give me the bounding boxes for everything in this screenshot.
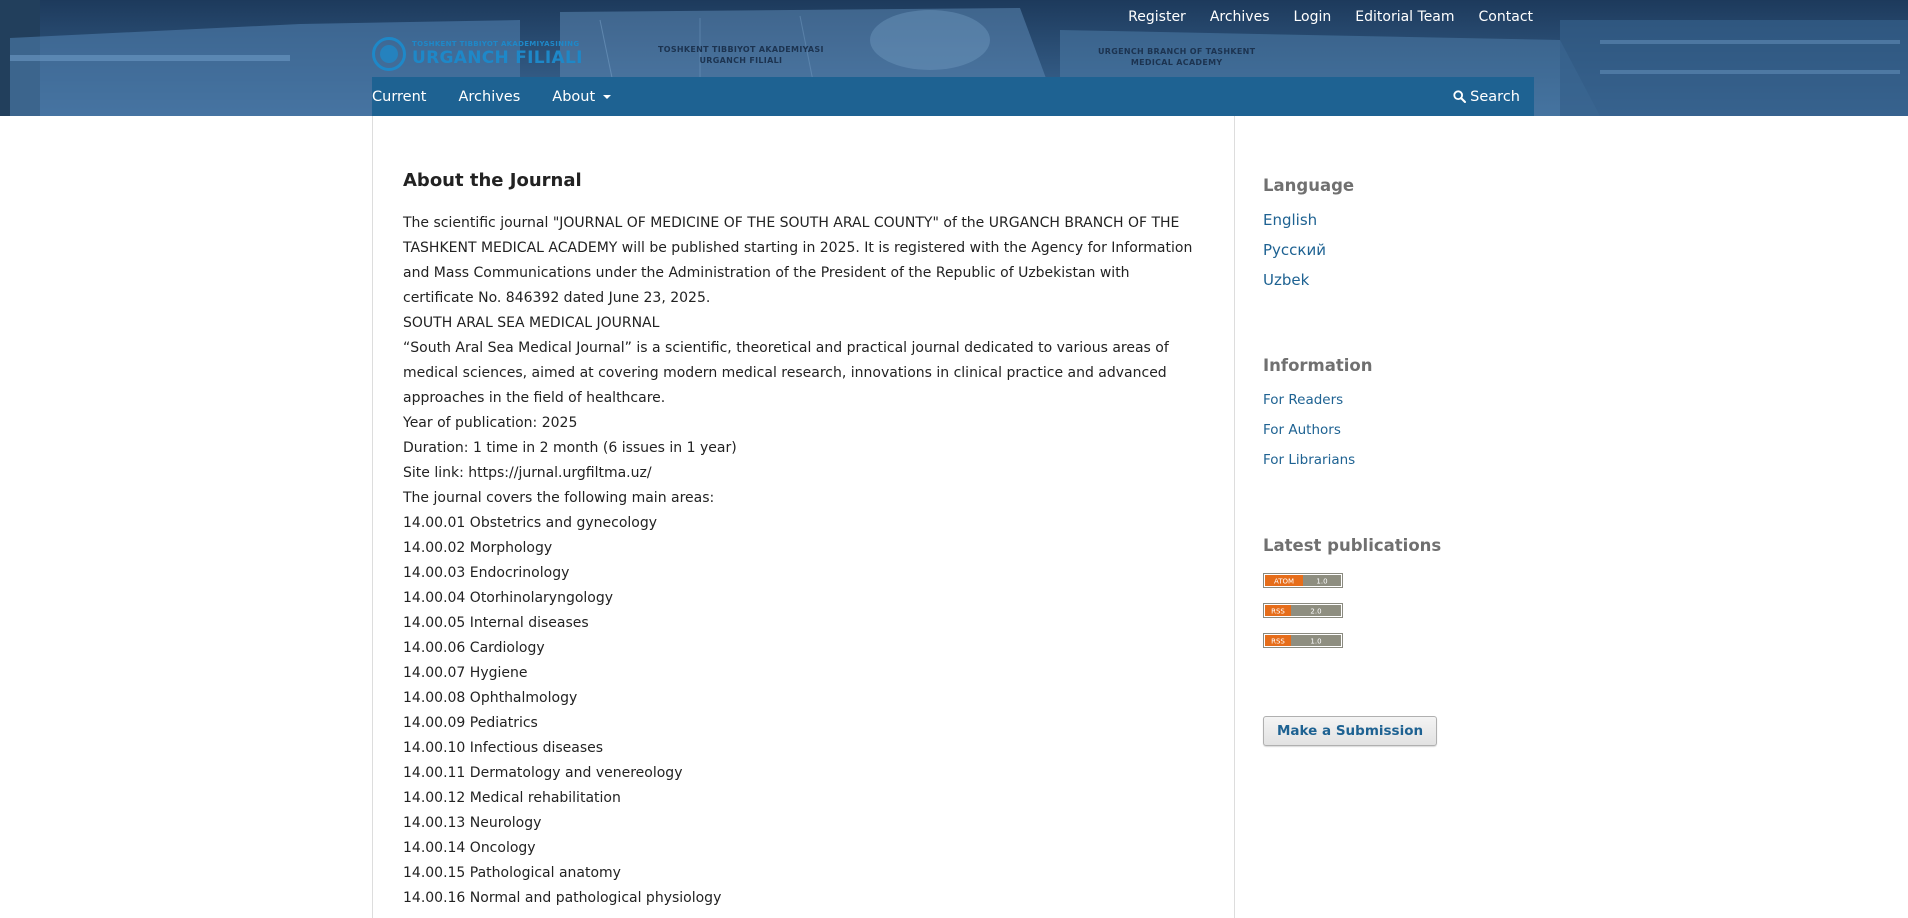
language-english-link[interactable]: English: [1263, 211, 1318, 229]
area-item: 14.00.11 Dermatology and venereology: [403, 765, 683, 781]
feed-type: ATOM: [1273, 577, 1295, 586]
building-sign-line: URGENCH BRANCH OF TASHKENT: [1098, 47, 1256, 56]
building-sign-uz: [658, 44, 824, 66]
area-item: 14.00.08 Ophthalmology: [403, 690, 578, 706]
archives-top-link[interactable]: Archives: [1209, 9, 1270, 25]
primary-navigation: [372, 77, 1534, 116]
user-navigation: [1104, 9, 1533, 25]
nav-archives-label: Archives: [458, 88, 521, 105]
atom-feed-badge-icon: [1263, 573, 1343, 588]
rss2-feed-badge-icon: [1263, 603, 1343, 618]
logo-title: URGANCH FILIALI: [412, 48, 583, 68]
area-item: 14.00.10 Infectious diseases: [403, 740, 604, 756]
intro-paragraph: The scientific journal "JOURNAL OF MEDICINE OF THE SOUTH ARAL COUNTY" of the URGANCH BRANCH OF THE TASHKENT MEDICAL ACADEMY will be published starting in 2025. It is registered with the Agency for Information and Mass Communications under the Administration of the President of the Republic of Uzbekistan with certificate No. 846392 dated June 23, 2025.: [403, 215, 1193, 306]
area-item: 14.00.02 Morphology: [403, 540, 553, 556]
nav-about-dropdown[interactable]: [552, 89, 611, 105]
search-icon: [1453, 90, 1466, 103]
area-item: 14.00.16 Normal and pathological physiology: [403, 890, 722, 906]
academy-emblem-icon: [372, 37, 406, 71]
area-item: 14.00.03 Endocrinology: [403, 565, 570, 581]
nav-current-label: Current: [372, 88, 427, 105]
area-item: 14.00.01 Obstetrics and gynecology: [403, 515, 658, 531]
feed-version: 1.0: [1316, 577, 1328, 586]
building-sign-line: TOSHKENT TIBBIYOT AKADEMIYASI: [658, 45, 824, 54]
journal-name: SOUTH ARAL SEA MEDICAL JOURNAL: [403, 315, 660, 331]
nav-archives[interactable]: [458, 89, 520, 105]
rss2-feed-link[interactable]: [1263, 603, 1441, 618]
area-item: 14.00.04 Otorhinolaryngology: [403, 590, 614, 606]
nav-current[interactable]: [372, 89, 426, 105]
login-link[interactable]: Login: [1293, 9, 1332, 25]
make-submission-button[interactable]: Make a Submission: [1263, 716, 1437, 746]
feed-version: 1.0: [1310, 637, 1322, 646]
for-authors-link[interactable]: For Authors: [1263, 422, 1341, 438]
area-item: 14.00.06 Cardiology: [403, 640, 545, 656]
page-title: About the Journal: [403, 170, 582, 191]
information-block: [1263, 356, 1373, 475]
main-content: [373, 116, 1235, 918]
description-paragraph: “South Aral Sea Medical Journal” is a scientific, theoretical and practical journal dedicated to various areas of medical sciences, aimed at covering modern medical research, innovations in clinical practice and advanced approaches in the field of healthcare.: [403, 340, 1169, 406]
logo-subtitle: TOSHKENT TIBBIYOT AKADEMIYASINING: [412, 40, 580, 48]
latest-publications-block: [1263, 536, 1441, 663]
building-sign-line: URGANCH FILIALI: [699, 56, 783, 65]
register-link[interactable]: Register: [1128, 9, 1186, 25]
atom-feed-link[interactable]: [1263, 573, 1441, 588]
publication-year: Year of publication: 2025: [403, 415, 578, 431]
area-item: 14.00.15 Pathological anatomy: [403, 865, 621, 881]
area-item: 14.00.13 Neurology: [403, 815, 542, 831]
for-readers-link[interactable]: For Readers: [1263, 392, 1344, 408]
area-item: 14.00.14 Oncology: [403, 840, 536, 856]
feed-version: 2.0: [1310, 607, 1322, 616]
nav-about-label: About: [552, 88, 596, 105]
information-title: Information: [1263, 356, 1373, 375]
building-sign-line: MEDICAL ACADEMY: [1130, 58, 1223, 67]
areas-list: [403, 511, 1234, 911]
search-link[interactable]: [1453, 77, 1520, 116]
submission-block: [1263, 716, 1437, 746]
area-item: 14.00.09 Pediatrics: [403, 715, 538, 731]
language-title: Language: [1263, 176, 1355, 195]
area-item: 14.00.07 Hygiene: [403, 665, 528, 681]
publication-frequency: Duration: 1 time in 2 month (6 issues in 1 year): [403, 440, 737, 456]
feed-type: RSS: [1271, 607, 1285, 616]
areas-intro: The journal covers the following main areas:: [403, 490, 715, 506]
rss1-feed-badge-icon: [1263, 633, 1343, 648]
site-logo[interactable]: [372, 34, 583, 74]
area-item: 14.00.12 Medical rehabilitation: [403, 790, 621, 806]
language-russian-link[interactable]: Русский: [1263, 241, 1326, 259]
feed-type: RSS: [1271, 637, 1285, 646]
latest-publications-title: Latest publications: [1263, 536, 1442, 555]
site-header: [0, 0, 1908, 116]
for-librarians-link[interactable]: For Librarians: [1263, 452, 1356, 468]
page-content: [372, 116, 1534, 918]
search-label: Search: [1470, 88, 1520, 105]
rss1-feed-link[interactable]: [1263, 633, 1441, 648]
contact-link[interactable]: Contact: [1478, 9, 1533, 25]
area-item: 14.00.05 Internal diseases: [403, 615, 589, 631]
caret-down-icon: [603, 95, 611, 99]
editorial-team-link[interactable]: Editorial Team: [1355, 9, 1455, 25]
building-sign-en: [1098, 46, 1255, 68]
site-link-text: Site link: https://jurnal.urgfiltma.uz/: [403, 465, 652, 481]
language-block: [1263, 176, 1354, 295]
language-uzbek-link[interactable]: Uzbek: [1263, 271, 1310, 289]
